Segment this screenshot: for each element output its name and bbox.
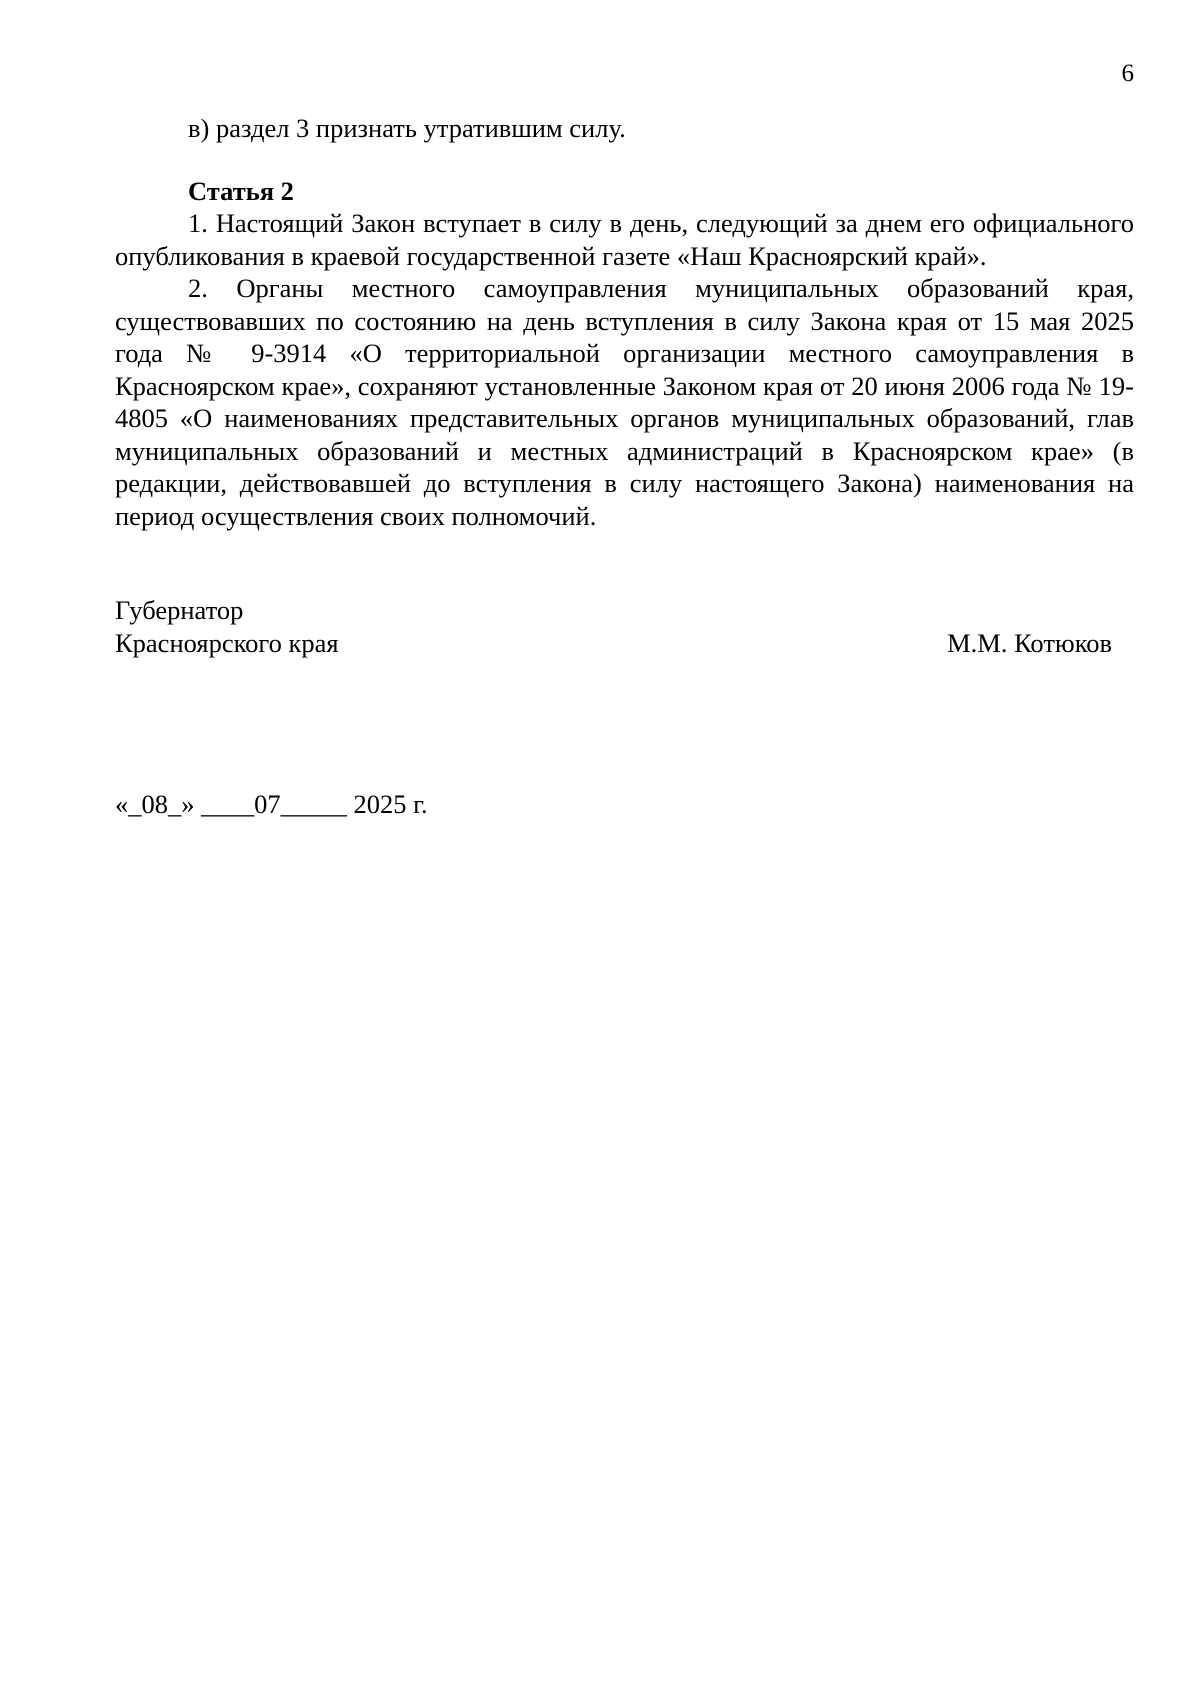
article-paragraph-1: 1. Настоящий Закон вступает в силу в день, следующий за днем его официального опубликования в краевой государственной газете «Наш Красноярский край». xyxy=(115,208,1134,271)
signing-date: «_08_» ____07_____ 2025 г. xyxy=(115,789,428,819)
signatory-title xyxy=(115,594,339,659)
paragraph-clause-v: в) раздел 3 признать утратившим силу. xyxy=(188,113,626,143)
signatory-title-line1: Губернатор xyxy=(115,595,244,625)
signatory-title-line2: Красноярского края xyxy=(115,627,339,658)
signature-block xyxy=(115,594,1134,659)
document-body xyxy=(115,112,1134,821)
signatory-name: М.М. Котюков xyxy=(947,627,1112,658)
article-heading: Статья 2 xyxy=(188,175,294,206)
article-paragraph-2: 2. Органы местного самоуправления муниципальных образований края, существовавших по состоянию на день вступления в силу Закона края от 15 мая 2025 года № 9-3914 «О территориальной организации местного самоуправления в Красноярском крае», сохраняют установленные Законом края от 20 июня 2006 года № 19-4805 «О наименованиях представительных органов муниципальных образований, глав муниципальных образований и местных администраций в Красноярском крае» (в редакции, действовавшей до вступления в силу настоящего Закона) наименования на период осуществления своих полномочий. xyxy=(115,273,1134,531)
page-number: 6 xyxy=(1121,60,1134,87)
